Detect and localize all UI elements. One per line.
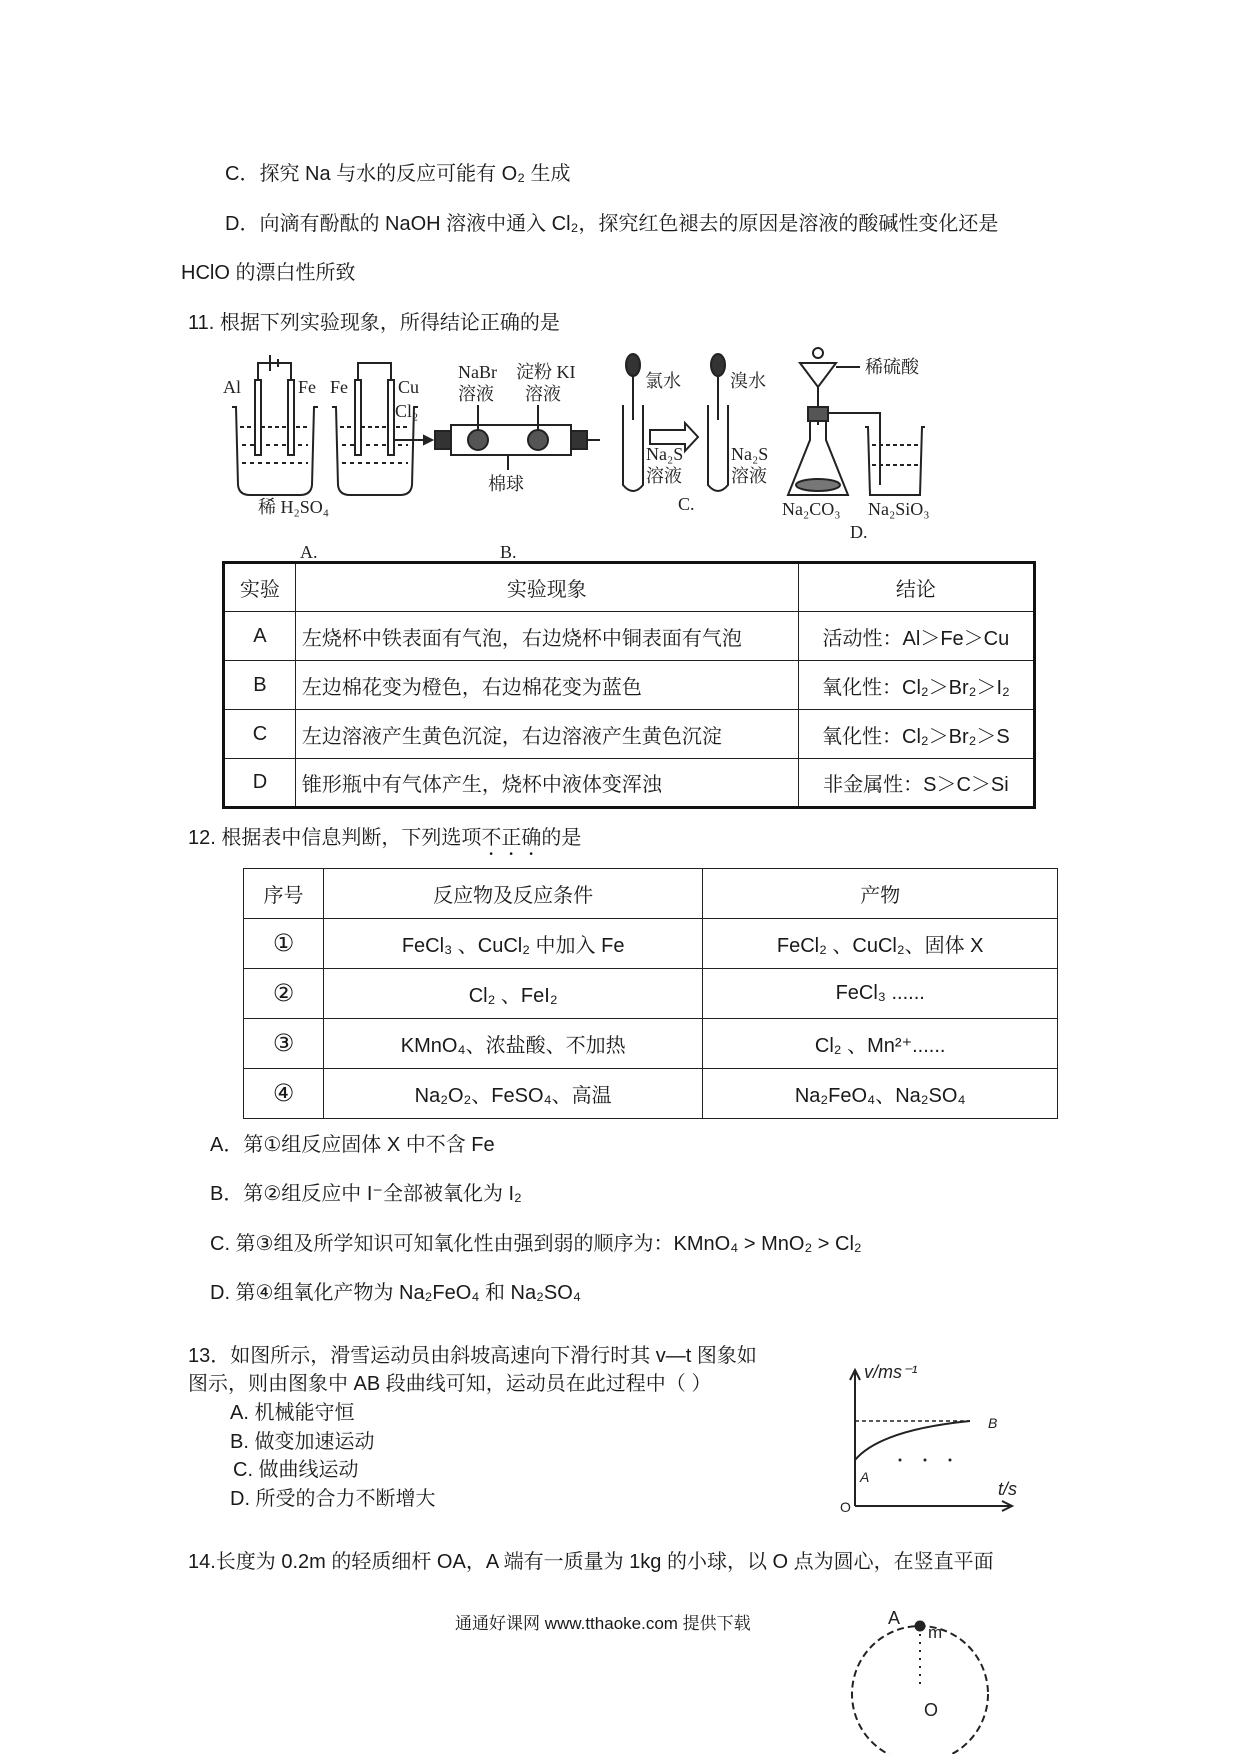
table-row: [224, 759, 1035, 808]
q12-option-b: B．第②组反应中 I⁻全部被氧化为 I₂: [210, 1183, 522, 1205]
q14-stem: 14.长度为 0.2m 的轻质细杆 OA，A 端有一质量为 1kg 的小球，以 O 点为圆心，在竖直平面: [188, 1551, 994, 1573]
q11-results-table: [222, 561, 1036, 809]
label-center-o: O: [924, 1700, 939, 1720]
header-number: 序号: [244, 869, 324, 919]
cell-reactants: Na₂O₂、FeSO₄、高温: [323, 1069, 703, 1119]
header-reactants: 反应物及反应条件: [323, 869, 703, 919]
cell-phenomenon: 左边溶液产生黄色沉淀，右边溶液产生黄色沉淀: [295, 710, 798, 759]
q12-info-table: [243, 868, 1058, 1119]
q11-stem: 11. 根据下列实验现象，所得结论正确的是: [188, 312, 560, 334]
cell-reactants: Cl₂ 、FeI₂: [323, 969, 703, 1019]
label-cotton-ball: 棉球: [488, 474, 524, 494]
label-solution-1: 溶液: [646, 466, 682, 486]
table-header-row: [224, 563, 1035, 612]
cell-conclusion: 氧化性：Cl₂＞Br₂＞I₂: [798, 661, 1034, 710]
cell-number: ①: [244, 919, 324, 969]
table-row: [244, 919, 1058, 969]
graph-point-a: A: [860, 1469, 870, 1485]
cell-conclusion: 活动性：Al＞Fe＞Cu: [798, 612, 1034, 661]
fig-label-d: D.: [850, 522, 868, 542]
cell-products: FeCl₂ 、CuCl₂、固体 X: [703, 919, 1058, 969]
q12-stem-start: 12. 根据表中信息判断，下列选项: [188, 827, 482, 849]
cell-experiment: A: [224, 612, 296, 661]
cell-experiment: B: [224, 661, 296, 710]
q11-apparatus-figure: [220, 345, 1050, 570]
cell-number: ③: [244, 1019, 324, 1069]
fig-label-b: B.: [500, 542, 517, 562]
q10-option-c: C．探究 Na 与水的反应可能有 O₂ 生成: [225, 163, 571, 185]
label-cu: Cu: [398, 377, 420, 397]
label-nabr: NaBr: [458, 362, 497, 382]
cell-number: ②: [244, 969, 324, 1019]
label-na2s-2: Na₂S: [731, 444, 769, 464]
q14-circle-figure: [840, 1598, 1010, 1754]
apparatus-b-tube: [395, 405, 600, 470]
fig-label-c: C.: [678, 494, 695, 514]
label-chlorine-water: 氯水: [645, 371, 681, 391]
label-mass-m: m: [928, 1623, 943, 1642]
q10-option-d-line1: D．向滴有酚酞的 NaOH 溶液中通入 Cl₂，探究红色褪去的原因是溶液的酸碱性变化还是: [225, 213, 999, 235]
table-row: [224, 612, 1035, 661]
q12-option-a: A．第①组反应固体 X 中不含 Fe: [210, 1134, 495, 1156]
table-row: [244, 1019, 1058, 1069]
q13-option-c: C. 做曲线运动: [233, 1459, 359, 1481]
table-row: [244, 1069, 1058, 1119]
q12-stem-emphasis: 不正确: [481, 827, 542, 849]
cell-products: Cl₂ 、Mn²⁺......: [703, 1019, 1058, 1069]
label-na2sio3: Na₂SiO₃: [868, 499, 930, 519]
cell-phenomenon: 锥形瓶中有气体产生，烧杯中液体变浑浊: [295, 759, 798, 808]
table-row: [224, 661, 1035, 710]
label-dilute-h2so4: 稀 H₂SO₄: [258, 497, 330, 517]
cell-conclusion: 氧化性：Cl₂＞Br₂＞S: [798, 710, 1034, 759]
graph-point-b: B: [988, 1415, 998, 1431]
q13-option-d: D. 所受的合力不断增大: [230, 1488, 436, 1510]
table-row: [244, 969, 1058, 1019]
label-fe-2: Fe: [330, 377, 348, 397]
fig-label-a: A.: [300, 542, 318, 562]
table-header-row: [244, 869, 1058, 919]
cell-phenomenon: 左烧杯中铁表面有气泡，右边烧杯中铜表面有气泡: [295, 612, 798, 661]
cell-number: ④: [244, 1069, 324, 1119]
header-conclusion: 结论: [798, 563, 1034, 612]
q13-option-a: A. 机械能守恒: [230, 1402, 355, 1424]
cell-experiment: C: [224, 710, 296, 759]
cell-reactants: KMnO₄、浓盐酸、不加热: [323, 1019, 703, 1069]
graph-x-label: t/s: [998, 1479, 1018, 1499]
label-starch-ki: 淀粉 KI: [516, 362, 576, 382]
q10-option-d-line2: HClO 的漂白性所致: [181, 262, 356, 284]
label-al: Al: [223, 377, 241, 397]
page-footer: 通通好课网 www.tthaoke.com 提供下载: [455, 1614, 751, 1633]
label-na2s-1: Na₂S: [646, 444, 684, 464]
cell-experiment: D: [224, 759, 296, 808]
q13-stem-line1: 13．如图所示，滑雪运动员由斜坡高速向下滑行时其 v—t 图象如: [188, 1345, 757, 1367]
q12-option-c: C. 第③组及所学知识可知氧化性由强到弱的顺序为：KMnO₄ > MnO₂ > Cl₂: [210, 1233, 862, 1255]
label-bromine-water: 溴水: [730, 371, 766, 391]
cell-reactants: FeCl₃ 、CuCl₂ 中加入 Fe: [323, 919, 703, 969]
q12-option-d: D. 第④组氧化产物为 Na₂FeO₄ 和 Na₂SO₄: [210, 1282, 581, 1304]
label-cl2: Cl₂: [395, 401, 419, 421]
cell-conclusion: 非金属性：S＞C＞Si: [798, 759, 1034, 808]
label-nabr-solution: 溶液: [458, 384, 494, 404]
ab-curve: [855, 1421, 970, 1460]
header-phenomenon: 实验现象: [295, 563, 798, 612]
ball-a: [915, 1621, 926, 1632]
label-na2co3: Na₂CO₃: [782, 499, 841, 519]
q13-vt-graph: [830, 1360, 1040, 1520]
q13-option-b: B. 做变加速运动: [230, 1431, 375, 1453]
header-experiment: 实验: [224, 563, 296, 612]
label-point-a: A: [888, 1608, 901, 1628]
table-row: [224, 710, 1035, 759]
q13-stem-line2: 图示，则由图象中 AB 段曲线可知，运动员在此过程中（ ）: [188, 1373, 712, 1395]
label-ki-solution: 溶液: [525, 384, 561, 404]
label-solution-2: 溶液: [731, 466, 767, 486]
apparatus-a-beakers: [232, 355, 418, 495]
label-dilute-sulfuric-acid: 稀硫酸: [865, 357, 919, 377]
cell-products: FeCl₃ ......: [703, 969, 1058, 1019]
header-products: 产物: [703, 869, 1058, 919]
label-fe-1: Fe: [298, 377, 316, 397]
graph-y-label: v/ms⁻¹: [864, 1362, 918, 1382]
cell-products: Na₂FeO₄、Na₂SO₄: [703, 1069, 1058, 1119]
q12-stem-end: 的是: [541, 827, 582, 849]
cell-phenomenon: 左边棉花变为橙色，右边棉花变为蓝色: [295, 661, 798, 710]
graph-origin-label: O: [840, 1499, 851, 1515]
q12-stem: [188, 826, 581, 860]
